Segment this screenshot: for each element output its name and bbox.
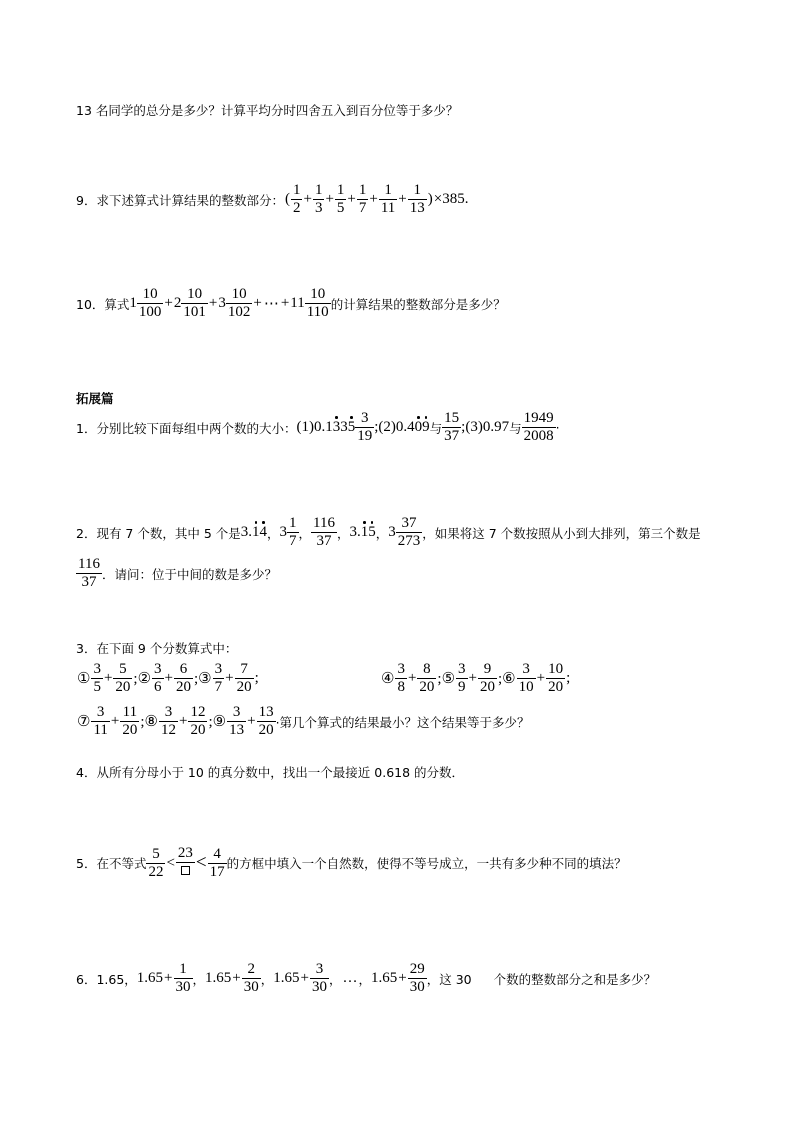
e1-prefix: 1．分别比较下面每组中两个数的大小： — [76, 420, 297, 436]
fraction: $\frac{1}{3}$ — [314, 182, 323, 217]
paren-close: ) — [427, 191, 433, 208]
fraction: $\frac{1}{2}$ — [292, 182, 301, 217]
q9-suffix: ×385. — [433, 191, 469, 208]
blank-box — [181, 866, 190, 875]
q13-text — [76, 101, 458, 119]
fraction: $\frac{4}{17}$ — [209, 845, 225, 880]
q13-label: 13 名同学的总分是多少？计算平均分时四舍五入到百分位等于多少？ — [76, 103, 459, 118]
e6-tail-a: ，这 30 — [426, 971, 472, 987]
e3-question: ·第几个算式的结果最小？这个结果等于多少？ — [275, 714, 530, 730]
ext-question-3 — [76, 639, 237, 657]
e2-tail: ．请问：位于中间的数是多少？ — [101, 566, 277, 582]
question-10: 10．算式 1 $\frac{10}{100}$ + 2 $\frac{10}{101}$ + 3 $\frac{10}{102}$ + ⋯ + 11 $\frac{10}{110}$ 的计算结果的整数部分是多少？ — [76, 286, 506, 321]
fraction: $\frac{5}{22}$ — [148, 845, 164, 880]
fraction: $\frac{1}{7}$ — [358, 182, 367, 217]
e2-mid: ，如果将这 7 个数按照从小到大排列，第三个数是 — [422, 525, 701, 541]
fraction: $\frac{1}{13}$ — [409, 182, 425, 217]
ext-question-4 — [76, 763, 464, 781]
section-title — [76, 389, 114, 407]
fraction: $\frac{10}{101}$ — [183, 286, 206, 321]
ext-question-2-cont — [76, 556, 277, 592]
fraction: $\frac{116}{37}$ — [78, 556, 100, 591]
fraction: $\frac{1949}{2008}$ — [523, 410, 554, 445]
fraction: $\frac{116}{37}$ — [313, 515, 335, 550]
e3-title: 3．在下面 9 个分数算式中： — [76, 641, 238, 656]
q10-prefix: 10．算式 — [76, 296, 130, 312]
fraction: $\frac{1}{7}$ — [289, 515, 297, 550]
ext-question-3-row2: ⑦ $\frac{3}{11}$ + $\frac{11}{20}$ ;⑧ $\frac{3}{12}$ + $\frac{12}{20}$ ;⑨ $\frac{3}{13}$ + $\frac{13}{20}$ ·第几个算式的结果最小？这个结果等于多少？ — [77, 704, 530, 739]
q9-prefix: 9．求下述算式计算结果的整数部分： — [76, 192, 284, 208]
e4-text: 4．从所有分母小于 10 的真分数中，找出一个最接近 0.618 的分数． — [76, 765, 465, 780]
q10-suffix: 的计算结果的整数部分是多少？ — [330, 296, 506, 312]
paren-open: ( — [284, 191, 290, 208]
ext-question-2: 2．现有 7 个数，其中 5 个是 3. 1 4 ， 3 $\frac{1}{7}$ ， $\frac{116}{37}$ ， 3. 1 5 ， 3 $\frac{37}{273}$ ，如果将这 7 个数按照从小到大排列，第三个数是 — [76, 515, 701, 550]
fraction: $\frac{10}{102}$ — [227, 286, 251, 321]
e5-prefix: 5．在不等式 — [76, 856, 147, 872]
e6-tail-b: 个数的整数部分之和是多少？ — [493, 971, 657, 987]
e6-prefix: 6．1.65， — [76, 971, 137, 987]
fraction: $\frac{1}{5}$ — [336, 182, 345, 217]
fraction: $\frac{10}{110}$ — [306, 286, 329, 321]
ext-question-6: 6．1.65， 1.65 + $\frac{1}{30}$ ， 1.65 + $\frac{2}{30}$ ， 1.65 + $\frac{3}{30}$ ， … ， 1.65 + $\frac{29}{30}$ ，这 30 个数的整数部分之和是多少？ — [76, 961, 657, 996]
fraction: $\frac{3}{19}$ — [357, 410, 373, 445]
ext-question-5: 5．在不等式 $\frac{5}{22}$ < 23 < $\frac{4}{17}$ 的方框中填入一个自然数，使得不等号成立，一共有多少种不同的填法？ — [76, 845, 627, 880]
e2-prefix: 2．现有 7 个数，其中 5 个是 — [76, 525, 241, 541]
fraction: $\frac{15}{37}$ — [444, 410, 460, 445]
fraction-with-blank: 23 — [177, 845, 194, 882]
fraction: $\frac{37}{273}$ — [397, 515, 421, 550]
section-title-text: 拓展篇 — [76, 391, 114, 406]
ext-question-3-row1: ① $\frac{3}{5}$ + $\frac{5}{20}$ ;② $\frac{3}{6}$ + $\frac{6}{20}$ ;③ $\frac{3}{7}$ + $\frac{7}{20}$ ; — [77, 661, 259, 696]
fraction: $\frac{10}{100}$ — [138, 286, 162, 321]
e5-suffix: 的方框中填入一个自然数，使得不等号成立，一共有多少种不同的填法？ — [226, 856, 627, 872]
ext-question-3-row1b: ④ $\frac{3}{8}$ + $\frac{8}{20}$ ;⑤ $\frac{3}{9}$ + $\frac{9}{20}$ ;⑥ $\frac{3}{10}$ + $\frac{10}{20}$ ; — [381, 661, 571, 696]
fraction: $\frac{1}{11}$ — [380, 182, 396, 217]
e1-suffix: · — [555, 420, 560, 436]
question-9: 9．求下述算式计算结果的整数部分： ( $\frac{1}{2}$ + $\frac{1}{3}$ + $\frac{1}{5}$ + $\frac{1}{7}$ + $\frac{1}{11}$ + $\frac{1}{13}$ ) ×385. — [76, 182, 469, 217]
ext-question-1: 1．分别比较下面每组中两个数的大小： (1)0.1 3 3 5 $\frac{3}{19}$ ;(2)0.4 0 9 与 $\frac{15}{37}$ ;(3)0.97 与 $\frac{1949}{2008}$ · — [76, 410, 560, 445]
